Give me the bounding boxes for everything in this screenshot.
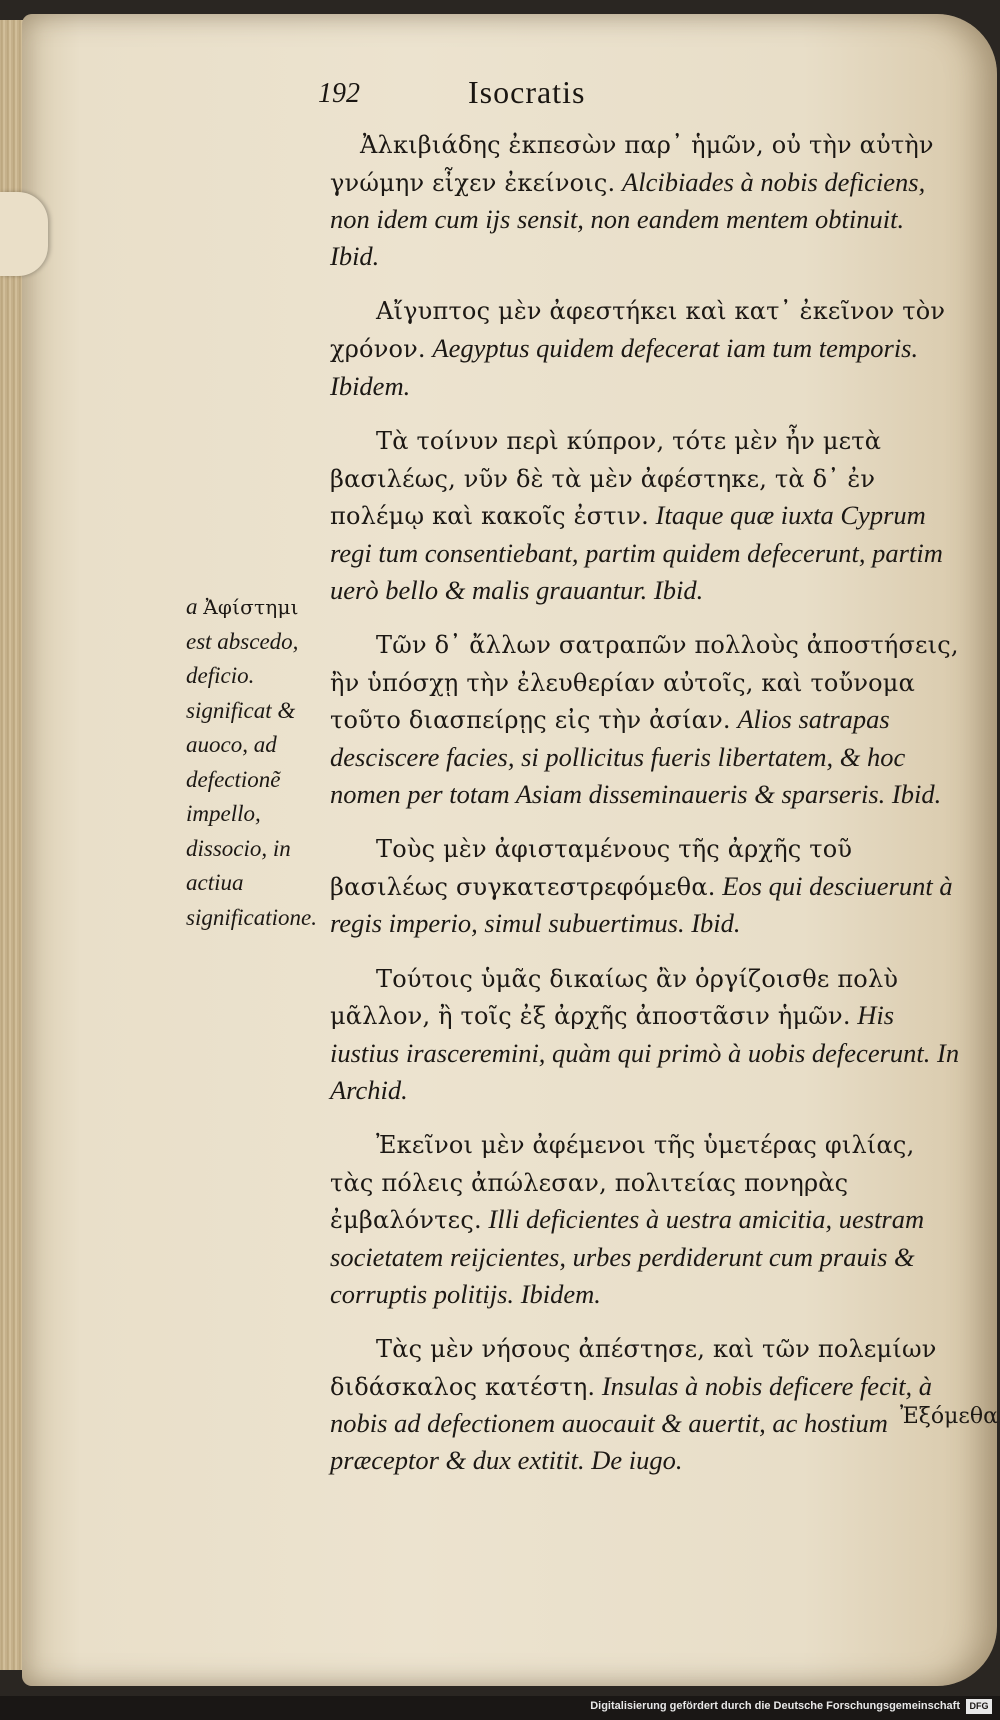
entry-reference: Ibid.: [891, 778, 942, 809]
page-header: [318, 74, 938, 118]
entry-reference: Ibidem.: [330, 370, 411, 401]
entry-latin: Itaque quæ iuxta Cyprum regi tum consentiebant, partim quidem defecerunt, partim uerò bello & malis grauantur.: [330, 500, 943, 605]
entry-latin: Alcibiades à nobis deficiens, non idem cum ijs sensit, non eandem mentem obtinuit.: [330, 166, 926, 235]
page-tab: [0, 192, 48, 276]
margin-note-marker: a: [186, 594, 198, 619]
entry-reference: Ibid.: [330, 240, 380, 271]
footer-bar: [0, 1696, 1000, 1720]
entry-latin: His iustius irasceremini, quàm qui primò à uobis defecerunt.: [330, 1000, 931, 1069]
margin-note-greek: Ἀφίστημι: [203, 595, 299, 619]
entry-reference: In Archid.: [330, 1038, 960, 1105]
margin-note: [186, 590, 318, 935]
entry: [330, 126, 960, 274]
entry: [330, 1126, 960, 1312]
entry-latin: Aegyptus quidem defecerat iam tum temporis.: [432, 332, 919, 363]
funding-credit: Digitalisierung gefördert durch die Deutsche Forschungsgemeinschaft: [590, 1700, 960, 1712]
entry-greek: Τούτοις ὑμᾶς δικαίως ἂν ὀργίζοισθε πολὺ μᾶλλον, ἢ τοῖς ἐξ ἀρχῆς ἀποστᾶσιν ἡμῶν.: [330, 964, 899, 1031]
dfg-logo-icon: DFG: [966, 1699, 992, 1714]
entry: [330, 960, 960, 1108]
entry-latin: Alios satrapas desciscere facies, si pollicitus fueris libertatem, & hoc nomen per totam Asiam disseminaueris & sparseris.: [330, 704, 906, 809]
entry: [330, 422, 960, 608]
entry-greek: Ἀλκιβιάδης ἐκπεσὼν παρ᾽ ἡμῶν, οὐ τὴν αὐτὴν γνώμην εἶχεν ἐκείνοις.: [330, 131, 934, 197]
entry-greek: Τοὺς μὲν ἀφισταμένους τῆς ἀρχῆς τοῦ βασιλέως συγκατεστρεφόμεθα.: [330, 835, 853, 901]
entry-greek: Τῶν δ᾽ ἄλλων σατραπῶν πολλοὺς ἀποστήσεις, ἢν ὑπόσχῃ τὴν ἐλευθερίαν αὐτοῖς, καὶ τοὔνομα τοῦτο διασπείρῃς εἰς τὴν ἀσίαν.: [330, 631, 959, 735]
entry-reference: Ibid.: [691, 908, 741, 939]
entry: [330, 830, 960, 942]
running-title: Isocratis: [468, 74, 586, 110]
entry: [330, 292, 960, 404]
catchword: Ἐξόμεθα: [900, 1404, 998, 1429]
entry-greek: Τὰς μὲν νήσους ἀπέστησε, καὶ τῶν πολεμίων διδάσκαλος κατέστη.: [330, 1335, 937, 1401]
folio-number: 192: [318, 78, 360, 109]
margin-note-latin: est abscedo, deficio. significat & auoco, ad defectionẽ impello, dissocio, in actiua significatione.: [186, 628, 317, 930]
entry-reference: De iugo.: [591, 1445, 683, 1475]
entry-latin: Insulas à nobis deficere fecit, à nobis ad defectionem auocauit & auertit, ac hostium præceptor & dux extitit.: [330, 1370, 933, 1475]
entry-latin: Illi deficientes à uestra amicitia, uestram societatem reijcientes, urbes perdiderunt cum prauis & corruptis politijs.: [330, 1204, 925, 1309]
entry-greek: Τὰ τοίνυν περὶ κύπρον, τότε μὲν ἦν μετὰ βασιλέως, νῦν δὲ τὰ μὲν ἀφέστηκε, τὰ δ᾽ ἐν πολέμῳ καὶ κακοῖς ἐστιν.: [330, 427, 882, 531]
entry-latin: Eos qui desciuerunt à regis imperio, simul subuertimus.: [330, 870, 953, 939]
entry-greek: Αἴγυπτος μὲν ἀφεστήκει καὶ κατ᾽ ἐκεῖνον τὸν χρόνον.: [330, 297, 946, 363]
entry-reference: Ibidem.: [520, 1278, 601, 1309]
entry: [330, 1330, 960, 1478]
page-body: [330, 126, 960, 1497]
entry-reference: Ibid.: [653, 574, 704, 605]
entry: [330, 626, 960, 812]
entry-greek: Ἐκεῖνοι μὲν ἀφέμενοι τῆς ὑμετέρας φιλίας, τὰς πόλεις ἀπώλεσαν, πολιτείας πονηρὰς ἐμβαλόντες.: [330, 1131, 915, 1235]
